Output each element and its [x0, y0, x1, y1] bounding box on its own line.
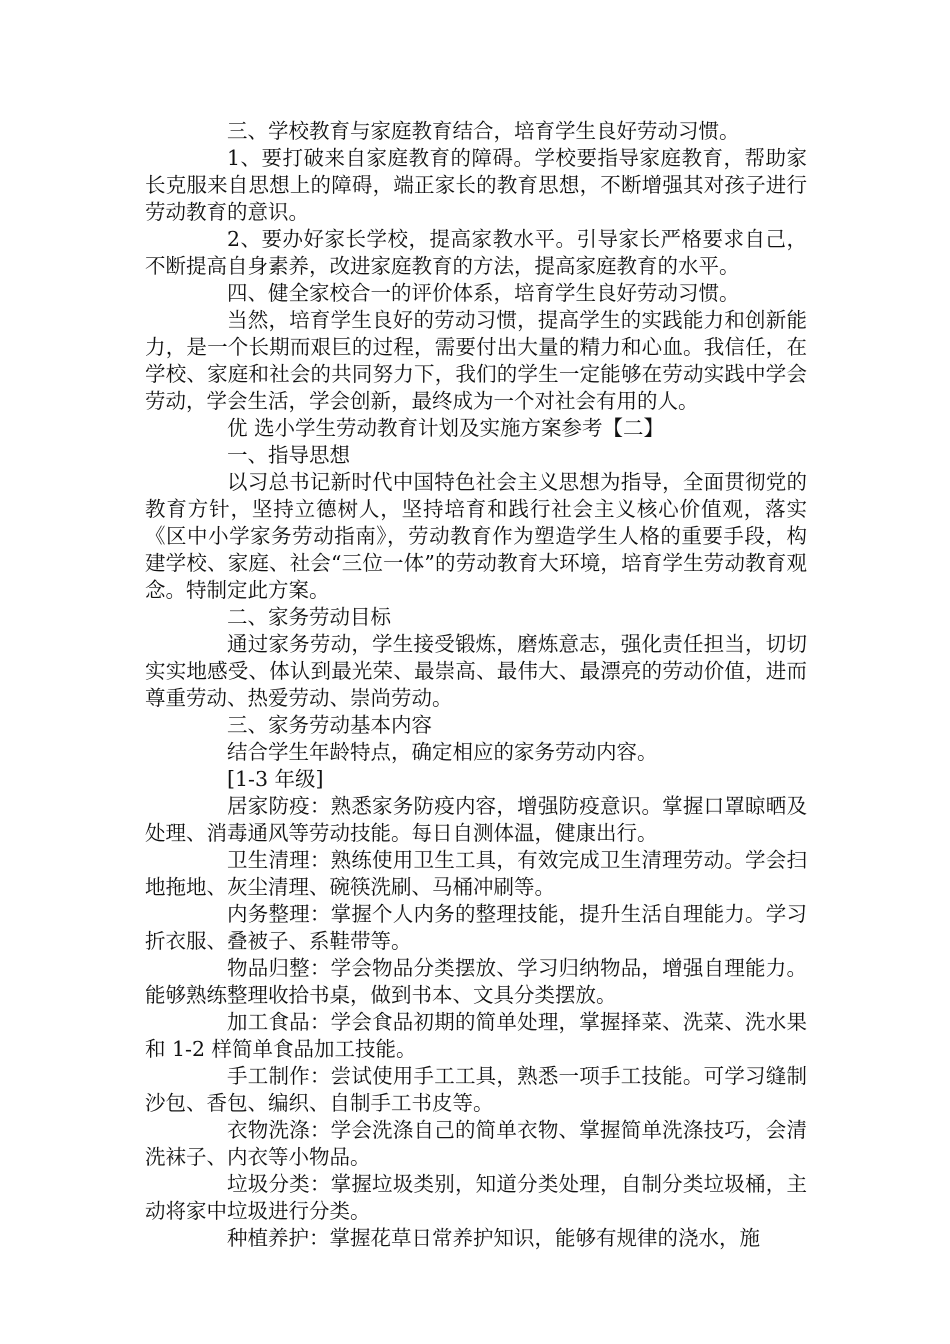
paragraph-conclusion: 当然，培育学生良好的劳动习惯，提高学生的实践能力和创新能力，是一个长期而艰巨的过程，需要付出大量的精力和心血。我信任，在学校、家庭和社会的共同努力下，我们的学生一定能够在劳动实践中学会劳动，学会生活，学会创新，最终成为一个对社会有用的人。	[145, 308, 807, 413]
section-heading-three: 三、学校教育与家庭教育结合，培育学生良好劳动习惯。	[227, 119, 740, 143]
item-organizing: 物品归整：学会物品分类摆放、学习归纳物品，增强自理能力。能够熟练整理收拾书桌，做到书本、文具分类摆放。	[145, 956, 807, 1007]
paragraph-guiding-thought: 以习总书记新时代中国特色社会主义思想为指导，全面贯彻党的教育方针，坚持立德树人，坚持培育和践行社会主义核心价值观，落实《区中小学家务劳动指南》，劳动教育作为塑造学生人格的重要手段，构建学校、家庭、社会“三位一体”的劳动教育大环境，培育学生劳动教育观念。特制定此方案。	[145, 470, 807, 602]
paragraph-break-barriers: 1、要打破来自家庭教育的障碍。学校要指导家庭教育，帮助家长克服来自思想上的障碍，端正家长的教育思想，不断增强其对孩子进行劳动教育的意识。	[145, 146, 807, 224]
item-handicraft: 手工制作：尝试使用手工工具，熟悉一项手工技能。可学习缝制沙包、香包、编织、自制手工书皮等。	[145, 1064, 807, 1115]
paragraph-goals: 通过家务劳动，学生接受锻炼，磨炼意志，强化责任担当，切切实实地感受、体认到最光荣、最崇高、最伟大、最漂亮的劳动价值，进而尊重劳动、热爱劳动、崇尚劳动。	[145, 632, 807, 710]
item-hygiene-cleaning: 卫生清理：熟练使用卫生工具，有效完成卫生清理劳动。学会扫地拖地、灰尘清理、碗筷洗刷、马桶冲刷等。	[145, 848, 807, 899]
section-heading-four: 四、健全家校合一的评价体系，培育学生良好劳动习惯。	[227, 281, 740, 305]
paragraph-content-intro: 结合学生年龄特点，确定相应的家务劳动内容。	[227, 740, 658, 764]
section-heading-guiding-thought: 一、指导思想	[227, 443, 350, 467]
item-planting-care: 种植养护：掌握花草日常养护知识，能够有规律的浇水，施	[227, 1226, 760, 1250]
section-heading-goals: 二、家务劳动目标	[227, 605, 391, 629]
item-food-processing: 加工食品：学会食品初期的简单处理，掌握择菜、洗菜、洗水果和 1-2 样简单食品加工技能。	[145, 1010, 807, 1061]
paragraph-parent-school: 2、要办好家长学校，提高家教水平。引导家长严格要求自己，不断提高自身素养，改进家庭教育的方法，提高家庭教育的水平。	[145, 227, 807, 278]
item-garbage-sorting: 垃圾分类：掌握垃圾类别，知道分类处理，自制分类垃圾桶，主动将家中垃圾进行分类。	[145, 1172, 807, 1223]
document-title-part-two: 优 选小学生劳动教育计划及实施方案参考【二】	[227, 416, 665, 440]
item-housekeeping: 内务整理：掌握个人内务的整理技能，提升生活自理能力。学习折衣服、叠被子、系鞋带等。	[145, 902, 807, 953]
section-heading-content: 三、家务劳动基本内容	[227, 713, 432, 737]
grade-range-label: [1-3 年级]	[227, 767, 324, 791]
item-home-epidemic-prevention: 居家防疫：熟悉家务防疫内容，增强防疫意识。掌握口罩晾晒及处理、消毒通风等劳动技能。每日自测体温，健康出行。	[145, 794, 807, 845]
document-page	[145, 118, 807, 1252]
item-laundry: 衣物洗涤：学会洗涤自己的简单衣物、掌握简单洗涤技巧，会清洗袜子、内衣等小物品。	[145, 1118, 807, 1169]
